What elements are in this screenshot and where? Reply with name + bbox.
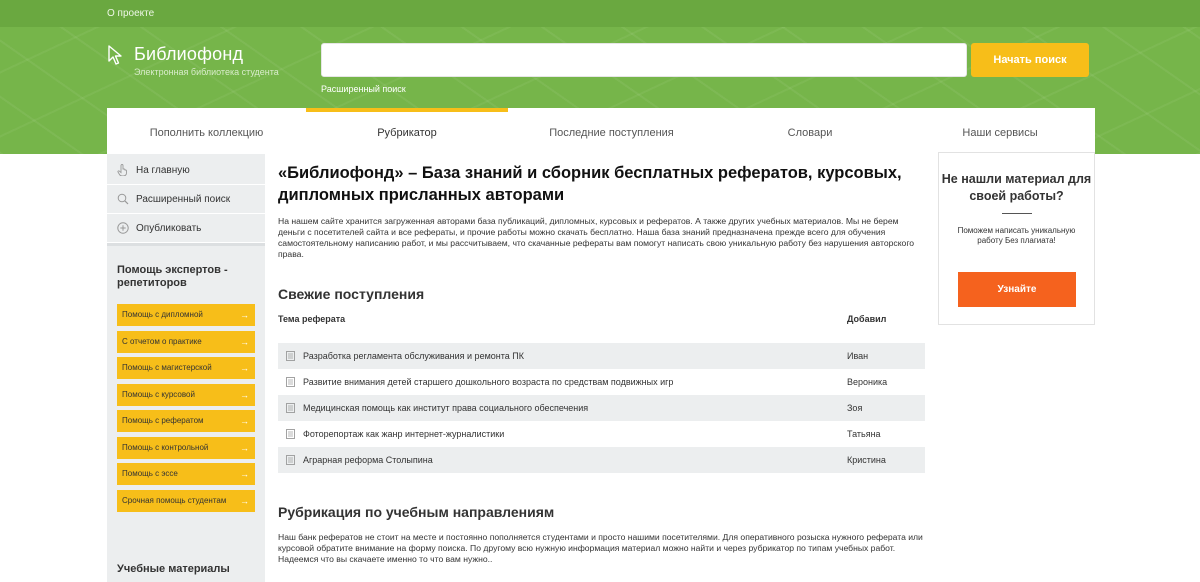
tab-services[interactable]: Наши сервисы [962, 127, 1038, 139]
column-header-author: Добавил [847, 314, 887, 324]
table-row[interactable] [278, 343, 925, 369]
help-button-practice-report[interactable] [117, 331, 255, 353]
search-button[interactable]: Начать поиск [971, 43, 1089, 77]
help-button-label: С отчетом о практике [122, 337, 202, 346]
arrow-right-icon: → [240, 310, 249, 320]
row-topic-link[interactable]: Развитие внимания детей старшего дошкольного возраста по средствам подвижных игр [303, 377, 674, 387]
tab-dictionaries[interactable]: Словари [787, 127, 833, 139]
cursor-arrow-icon [107, 45, 125, 65]
logo-subtitle: Электронная библиотека студента [134, 67, 279, 77]
promo-text: Поможем написать уникальную работу Без плагиата! [957, 226, 1076, 245]
help-button-diploma[interactable] [117, 304, 255, 326]
sidebar-item-home[interactable] [107, 156, 265, 185]
arrow-right-icon: → [240, 416, 249, 426]
help-button-test[interactable] [117, 437, 255, 459]
sidebar-item-label: Расширенный поиск [136, 194, 231, 205]
sidebar-item-label: На главную [136, 165, 190, 176]
learn-more-button[interactable]: Узнайте [958, 272, 1076, 307]
table-row[interactable] [278, 421, 925, 447]
search-input[interactable] [321, 43, 967, 77]
table-row[interactable] [278, 447, 925, 473]
plus-circle-icon [117, 222, 129, 234]
document-icon [286, 403, 295, 413]
arrow-right-icon: → [240, 390, 249, 400]
help-button-label: Помощь с дипломной [122, 310, 203, 319]
table-row[interactable] [278, 369, 925, 395]
tab-latest[interactable]: Последние поступления [549, 127, 674, 139]
help-button-master[interactable] [117, 357, 255, 379]
document-icon [286, 377, 295, 387]
site-header [0, 0, 1200, 154]
promo-divider [1002, 213, 1032, 214]
help-button-urgent[interactable] [117, 490, 255, 512]
document-icon [286, 351, 295, 361]
row-topic-link[interactable]: Медицинская помощь как институт права социального обеспечения [303, 403, 589, 413]
help-button-essay[interactable] [117, 463, 255, 485]
site-logo[interactable] [107, 45, 307, 85]
document-icon [286, 429, 295, 439]
table-row[interactable] [278, 395, 925, 421]
help-button-label: Помощь с курсовой [122, 390, 195, 399]
promo-title: Не нашли материал для своей работы? [941, 172, 1092, 203]
help-button-label: Помощь с магистерской [122, 363, 212, 372]
row-author: Зоя [847, 403, 863, 413]
rubric-text: Наш банк рефератов не стоит на месте и постоянно пополняется студентами и просто нашими посетителями. Для оперативного розыска нужного реферата или курсовой обратите внимание на форму поиска. По другому всю нужную информация материал можно найти и через рубрикатор по типам учебных работ. Надеемся что вы скачаете именно то что вам нужно.. [278, 532, 923, 564]
row-topic-link[interactable]: Разработка регламента обслуживания и ремонта ПК [303, 351, 524, 361]
tab-add-collection[interactable]: Пополнить коллекцию [149, 127, 264, 139]
help-button-label: Помощь с эссе [122, 469, 178, 478]
hand-pointer-icon [117, 164, 129, 176]
sidebar-item-label: Опубликовать [136, 223, 202, 234]
help-button-essay-report[interactable] [117, 410, 255, 432]
row-topic-link[interactable]: Фоторепортаж как жанр интернет-журналистики [303, 429, 505, 439]
advanced-search-link[interactable]: Расширенный поиск [321, 84, 406, 94]
arrow-right-icon: → [240, 469, 249, 479]
promo-box [938, 152, 1095, 325]
rubric-heading: Рубрикация по учебным направлениям [278, 504, 555, 520]
sidebar [107, 154, 265, 582]
arrow-right-icon: → [240, 363, 249, 373]
help-button-label: Срочная помощь студентам [122, 496, 227, 505]
document-icon [286, 455, 295, 465]
sidebar-item-publish[interactable] [107, 214, 265, 243]
search-icon [117, 193, 129, 205]
arrow-right-icon: → [240, 337, 249, 347]
top-bar [0, 0, 1200, 27]
help-button-label: Помощь с контрольной [122, 443, 209, 452]
arrow-right-icon: → [240, 496, 249, 506]
sidebar-divider [107, 243, 265, 246]
fresh-heading: Свежие поступления [278, 286, 425, 302]
help-button-label: Помощь с рефератом [122, 416, 204, 425]
main-nav [107, 108, 1095, 154]
page-title: «Библиофонд» – База знаний и сборник бесплатных рефератов, курсовых, дипломных присланных авторами [278, 164, 902, 204]
arrow-right-icon: → [240, 443, 249, 453]
tab-rubricator[interactable]: Рубрикатор [306, 108, 508, 154]
row-author: Кристина [847, 455, 886, 465]
row-author: Татьяна [847, 429, 881, 439]
row-author: Иван [847, 351, 869, 361]
row-topic-link[interactable]: Аграрная реформа Столыпина [303, 455, 433, 465]
expert-help-heading: Помощь экспертов - репетиторов [117, 264, 228, 289]
about-link[interactable]: О проекте [107, 8, 155, 19]
row-author: Вероника [847, 377, 888, 387]
help-button-coursework[interactable] [117, 384, 255, 406]
intro-text: На нашем сайте хранится загруженная авторами база публикаций, дипломных, курсовых и рефератов. А также других учебных материалов. Мы не берем деньги с посетителей сайта и все рефераты, и прочие работы можно скачать бесплатно. Наша база знаний предназначена прежде всего для обучения самостоятельному написанию работ, и мы рассчитываем, что скачанные рефераты вам помогут написать свою уникальную работу без нарушения авторского права. [278, 216, 915, 259]
column-header-topic: Тема реферата [278, 314, 346, 324]
sidebar-item-advanced-search[interactable] [107, 185, 265, 214]
materials-heading: Учебные материалы [117, 563, 230, 575]
logo-title: Библиофонд [134, 44, 244, 64]
